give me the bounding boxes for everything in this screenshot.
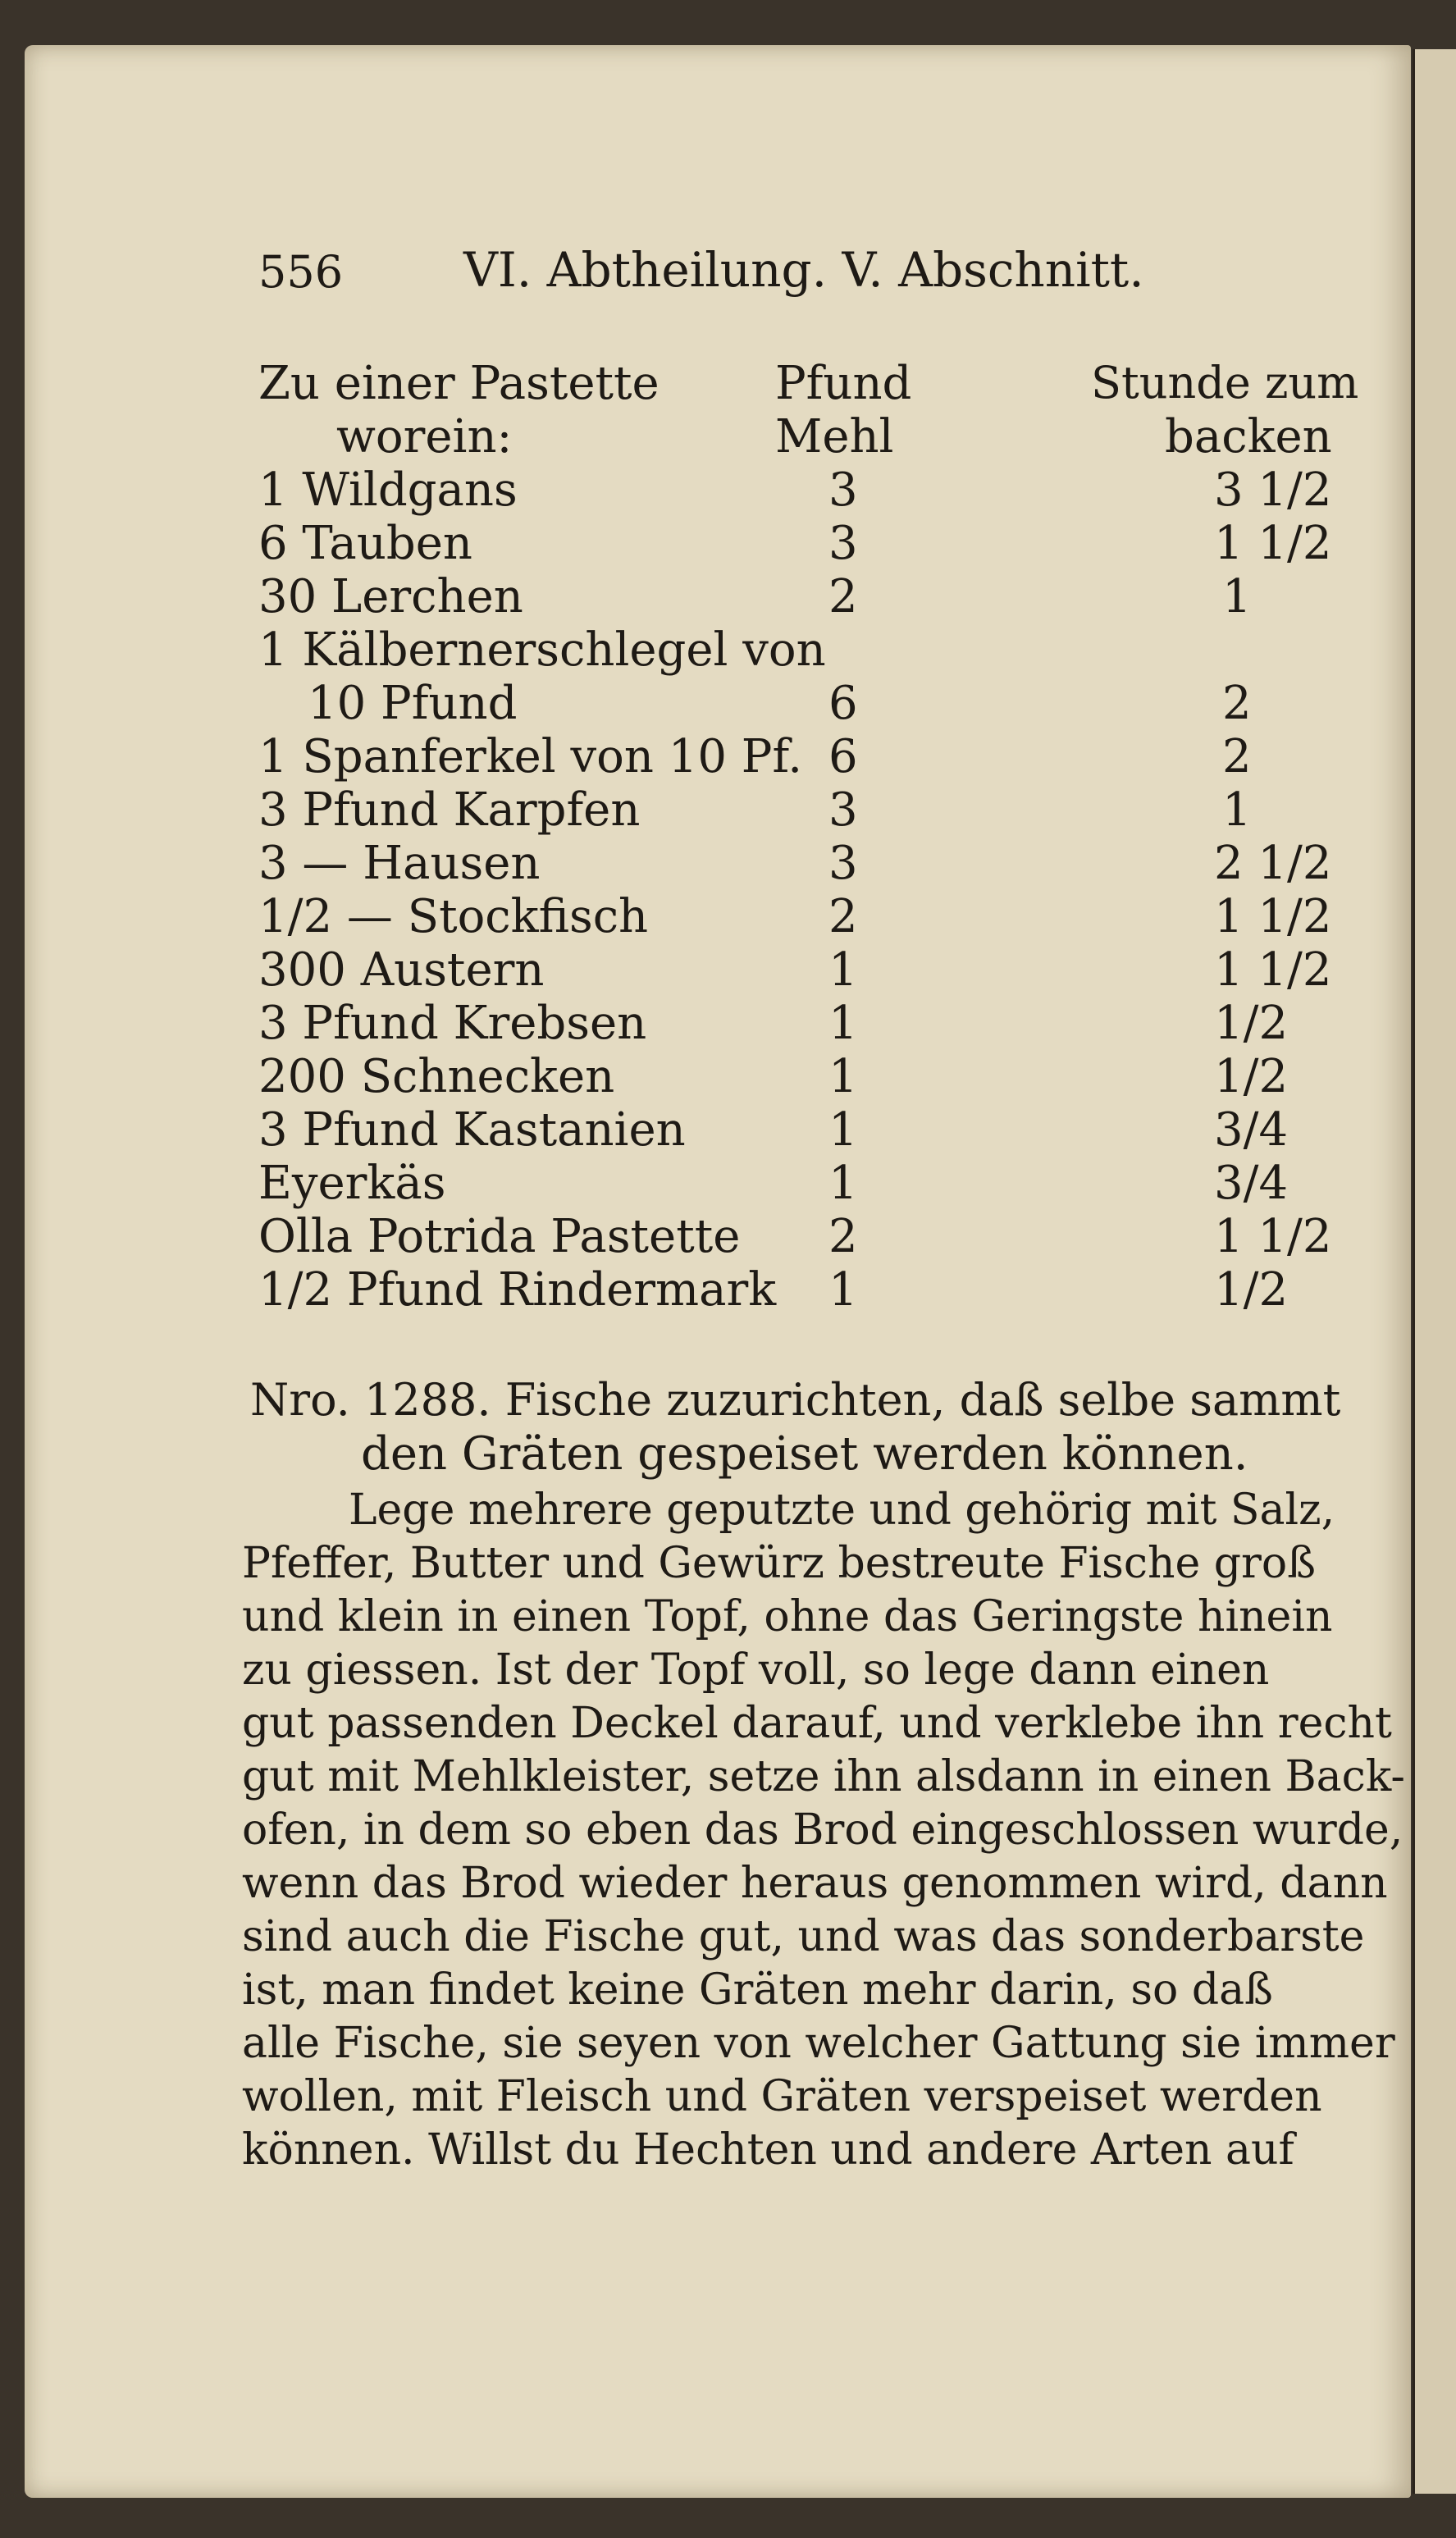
table-cell-flour: 6 — [828, 730, 858, 783]
table-cell-item: 300 Austern — [258, 943, 545, 997]
table-cell-item: 6 Tauben — [258, 517, 472, 570]
table-header-flour: Pfund — [775, 357, 912, 410]
table-cell-flour: 1 — [828, 1103, 858, 1157]
table-header-item-sub: worein: — [336, 410, 513, 463]
table-cell-item: 3 Pfund Karpfen — [258, 783, 641, 837]
body-line: gut mit Mehlkleister, setze ihn alsdann in einen Back- — [242, 1752, 1405, 1801]
body-line: alle Fische, sie seyen von welcher Gattung sie immer — [242, 2019, 1395, 2068]
table-cell-hours: 1 1/2 — [1214, 517, 1332, 570]
table-cell-flour: 3 — [828, 783, 858, 837]
table-cell-flour: 3 — [828, 463, 858, 517]
body-line: Pfeffer, Butter und Gewürz bestreute Fische groß — [242, 1539, 1316, 1588]
table-cell-hours: 3/4 — [1214, 1157, 1289, 1210]
table-cell-hours: 1 — [1222, 783, 1252, 837]
body-line: zu giessen. Ist der Topf voll, so lege dann einen — [242, 1646, 1270, 1695]
table-cell-hours: 1 1/2 — [1214, 890, 1332, 943]
table-cell-item: 3 Pfund Kastanien — [258, 1103, 686, 1157]
table-cell-flour: 6 — [828, 677, 858, 730]
table-cell-flour: 2 — [828, 1210, 858, 1263]
table-cell-item: Eyerkäs — [258, 1157, 446, 1210]
body-line: ist, man findet keine Gräten mehr darin, so daß — [242, 1965, 1273, 2015]
table-cell-hours: 1 — [1222, 570, 1252, 623]
adjacent-page-edge — [1413, 49, 1456, 2494]
table-cell-hours: 1 1/2 — [1214, 1210, 1332, 1263]
table-cell-hours: 1/2 — [1214, 997, 1289, 1050]
body-line: wenn das Brod wieder heraus genommen wird, dann — [242, 1859, 1388, 1908]
recipe-title: Nro. 1288. Fische zuzurichten, daß selbe sammt — [250, 1374, 1341, 1426]
table-cell-item: 3 Pfund Krebsen — [258, 997, 647, 1050]
table-cell-hours: 3 1/2 — [1214, 463, 1332, 517]
table-header-flour-sub: Mehl — [775, 410, 894, 463]
table-header-hours-sub: backen — [1165, 410, 1332, 463]
table-cell-hours: 1/2 — [1214, 1050, 1289, 1103]
table-header-hours: Stunde zum — [1091, 357, 1359, 409]
running-title: VI. Abtheilung. V. Abschnitt. — [463, 242, 1144, 298]
table-cell-hours: 2 1/2 — [1214, 837, 1332, 890]
page-number: 556 — [258, 246, 344, 298]
table-cell-flour: 2 — [828, 890, 858, 943]
table-cell-item: Olla Potrida Pastette — [258, 1210, 741, 1263]
table-cell-hours: 1/2 — [1214, 1263, 1289, 1317]
body-line: Lege mehrere geputzte und gehörig mit Salz, — [349, 1486, 1335, 1535]
table-cell-item: 1/2 Pfund Rindermark — [258, 1263, 777, 1317]
body-line: wollen, mit Fleisch und Gräten verspeiset werden — [242, 2072, 1322, 2121]
table-cell-item: 200 Schnecken — [258, 1050, 615, 1103]
table-cell-item: 3 — Hausen — [258, 837, 541, 890]
table-cell-flour: 1 — [828, 1050, 858, 1103]
table-cell-flour: 2 — [828, 570, 858, 623]
table-header-item: Zu einer Pastette — [258, 357, 660, 410]
table-cell-flour: 3 — [828, 517, 858, 570]
table-cell-flour: 3 — [828, 837, 858, 890]
table-cell-flour: 1 — [828, 1263, 858, 1317]
table-cell-hours: 3/4 — [1214, 1103, 1289, 1157]
table-cell-hours: 2 — [1222, 730, 1252, 783]
table-cell-hours: 2 — [1222, 677, 1252, 730]
body-line: können. Willst du Hechten und andere Arten auf — [242, 2125, 1294, 2175]
table-cell-item: 1/2 — Stockfisch — [258, 890, 649, 943]
table-cell-flour: 1 — [828, 997, 858, 1050]
body-line: und klein in einen Topf, ohne das Geringste hinein — [242, 1592, 1333, 1641]
body-line: sind auch die Fische gut, und was das sonderbarste — [242, 1912, 1365, 1961]
table-cell-item: 30 Lerchen — [258, 570, 523, 623]
table-cell-item: 10 Pfund — [308, 677, 518, 730]
table-cell-flour: 1 — [828, 943, 858, 997]
table-cell-flour: 1 — [828, 1157, 858, 1210]
table-cell-item: 1 Kälbernerschlegel von — [258, 623, 826, 677]
table-cell-item: 1 Spanferkel von 10 Pf. — [258, 730, 803, 783]
body-line: gut passenden Deckel darauf, und verklebe ihn recht — [242, 1699, 1392, 1748]
table-cell-item: 1 Wildgans — [258, 463, 518, 517]
body-line: ofen, in dem so eben das Brod eingeschlossen wurde, — [242, 1805, 1404, 1855]
table-cell-hours: 1 1/2 — [1214, 943, 1332, 997]
recipe-title-continued: den Gräten gespeiset werden können. — [361, 1427, 1248, 1481]
